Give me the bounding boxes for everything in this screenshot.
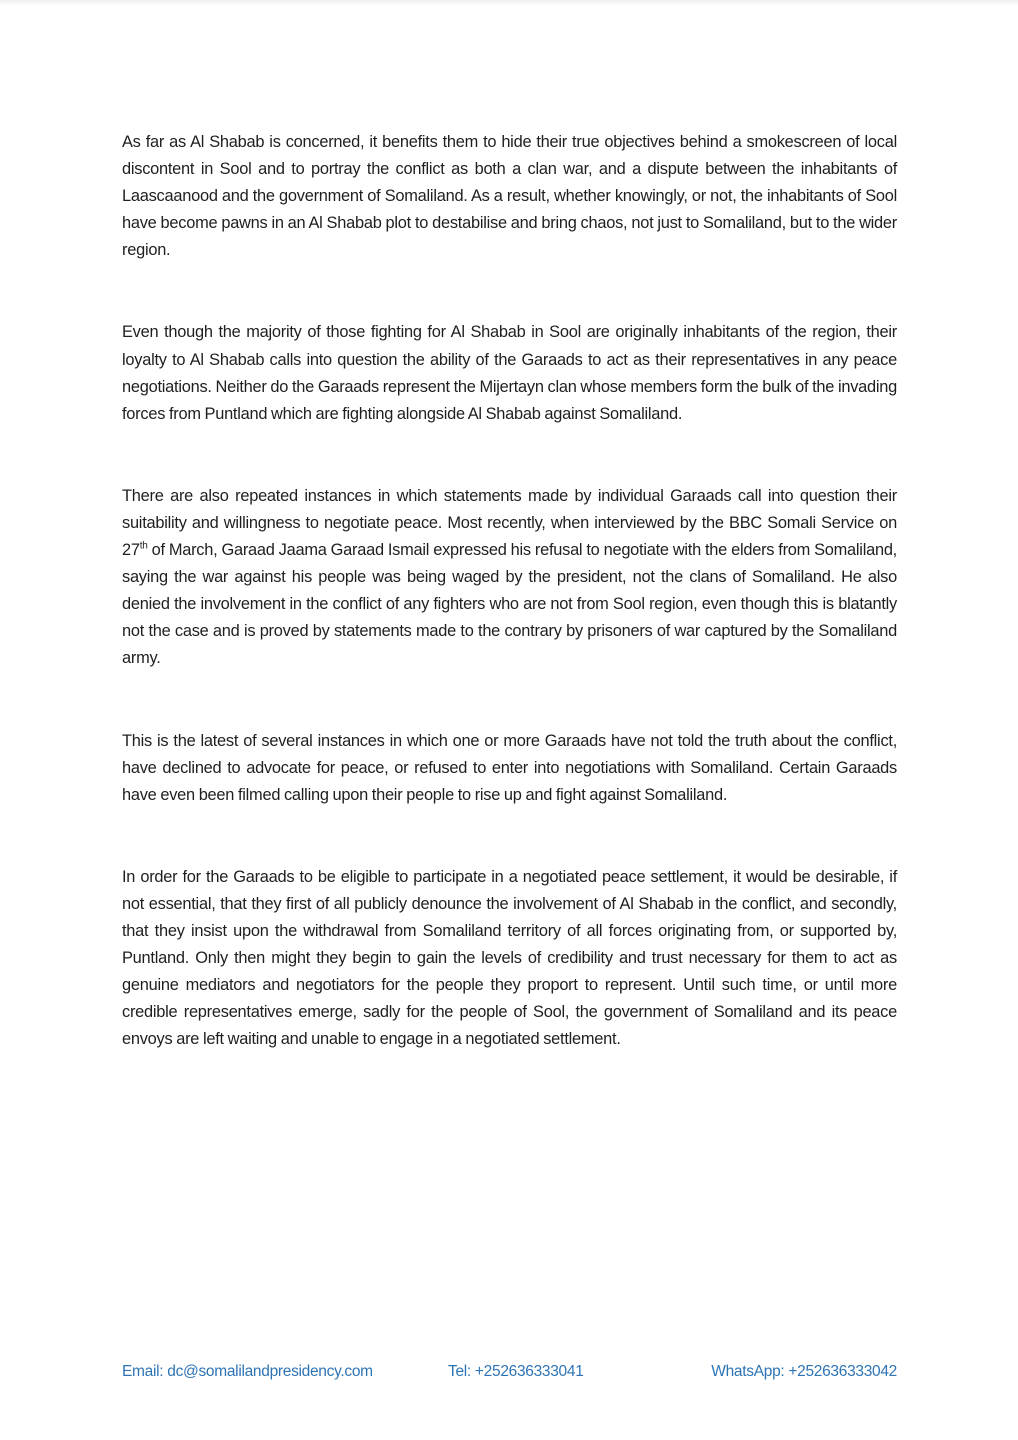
paragraph-text-before-ordinal: There are also repeated instances in which statements made by individual Garaads call into question their suitability and willingness to negotiate peace. Most recently, when interviewed by the BBC Somali Service on 27	[122, 486, 897, 560]
paragraph-bbc-interview	[122, 483, 897, 673]
paragraph-latest-instances: This is the latest of several instances in which one or more Garaads have not told the truth about the conflict, have declined to advocate for peace, or refused to enter into negotiations with Somaliland. Certain Garaads have even been filmed calling upon their people to rise up and fight against Somaliland.	[122, 731, 897, 804]
page-top-edge	[0, 0, 1018, 5]
document-body	[122, 129, 897, 1053]
paragraph-garaads-representation: Even though the majority of those fighting for Al Shabab in Sool are originally inhabitants of the region, their loyalty to Al Shabab calls into question the ability of the Garaads to act as their representatives in any peace negotiations. Neither do the Garaads represent the Mijertayn clan whose members form the bulk of the invading forces from Puntland which are fighting alongside Al Shabab against Somaliland.	[122, 323, 897, 423]
paragraph-peace-settlement-conditions: In order for the Garaads to be eligible to participate in a negotiated peace settlement, it would be desirable, if not essential, that they first of all publicly denounce the involvement of Al Shabab in the conflict, and secondly, that they insist upon the withdrawal from Somaliland territory of all forces originating from, or supported by, Puntland. Only then might they begin to gain the levels of credibility and trust necessary for them to act as genuine mediators and negotiators for the people they proport to represent. Until such time, or until more credible representatives emerge, sadly for the people of Sool, the government of Somaliland and its peace envoys are left waiting and unable to engage in a negotiated settlement.	[122, 867, 897, 1049]
ordinal-suffix: th	[139, 540, 148, 552]
contact-footer	[122, 1363, 897, 1385]
paragraph-al-shabab-objectives: As far as Al Shabab is concerned, it benefits them to hide their true objectives behind a smokescreen of local discontent in Sool and to portray the conflict as both a clan war, and a dispute between the inhabitants of Laascaanood and the government of Somaliland. As a result, whether knowingly, or not, the inhabitants of Sool have become pawns in an Al Shabab plot to destabilise and bring chaos, not just to Somaliland, but to the wider region.	[122, 133, 897, 260]
paragraph-text-after-ordinal: of March, Garaad Jaama Garaad Ismail expressed his refusal to negotiate with the elders from Somaliland, saying the war against his people was being waged by the president, not the clans of Somaliland. He also denied the involvement in the conflict of any fighters who are not from Sool region, even though this is blatantly not the case and is proved by statements made to the contrary by prisoners of war captured by the Somaliland army.	[122, 541, 897, 668]
footer-email[interactable]: Email: dc@somalilandpresidency.com	[122, 1363, 373, 1380]
footer-telephone[interactable]: Tel: +252636333041	[448, 1363, 584, 1380]
footer-whatsapp[interactable]: WhatsApp: +252636333042	[711, 1363, 897, 1380]
